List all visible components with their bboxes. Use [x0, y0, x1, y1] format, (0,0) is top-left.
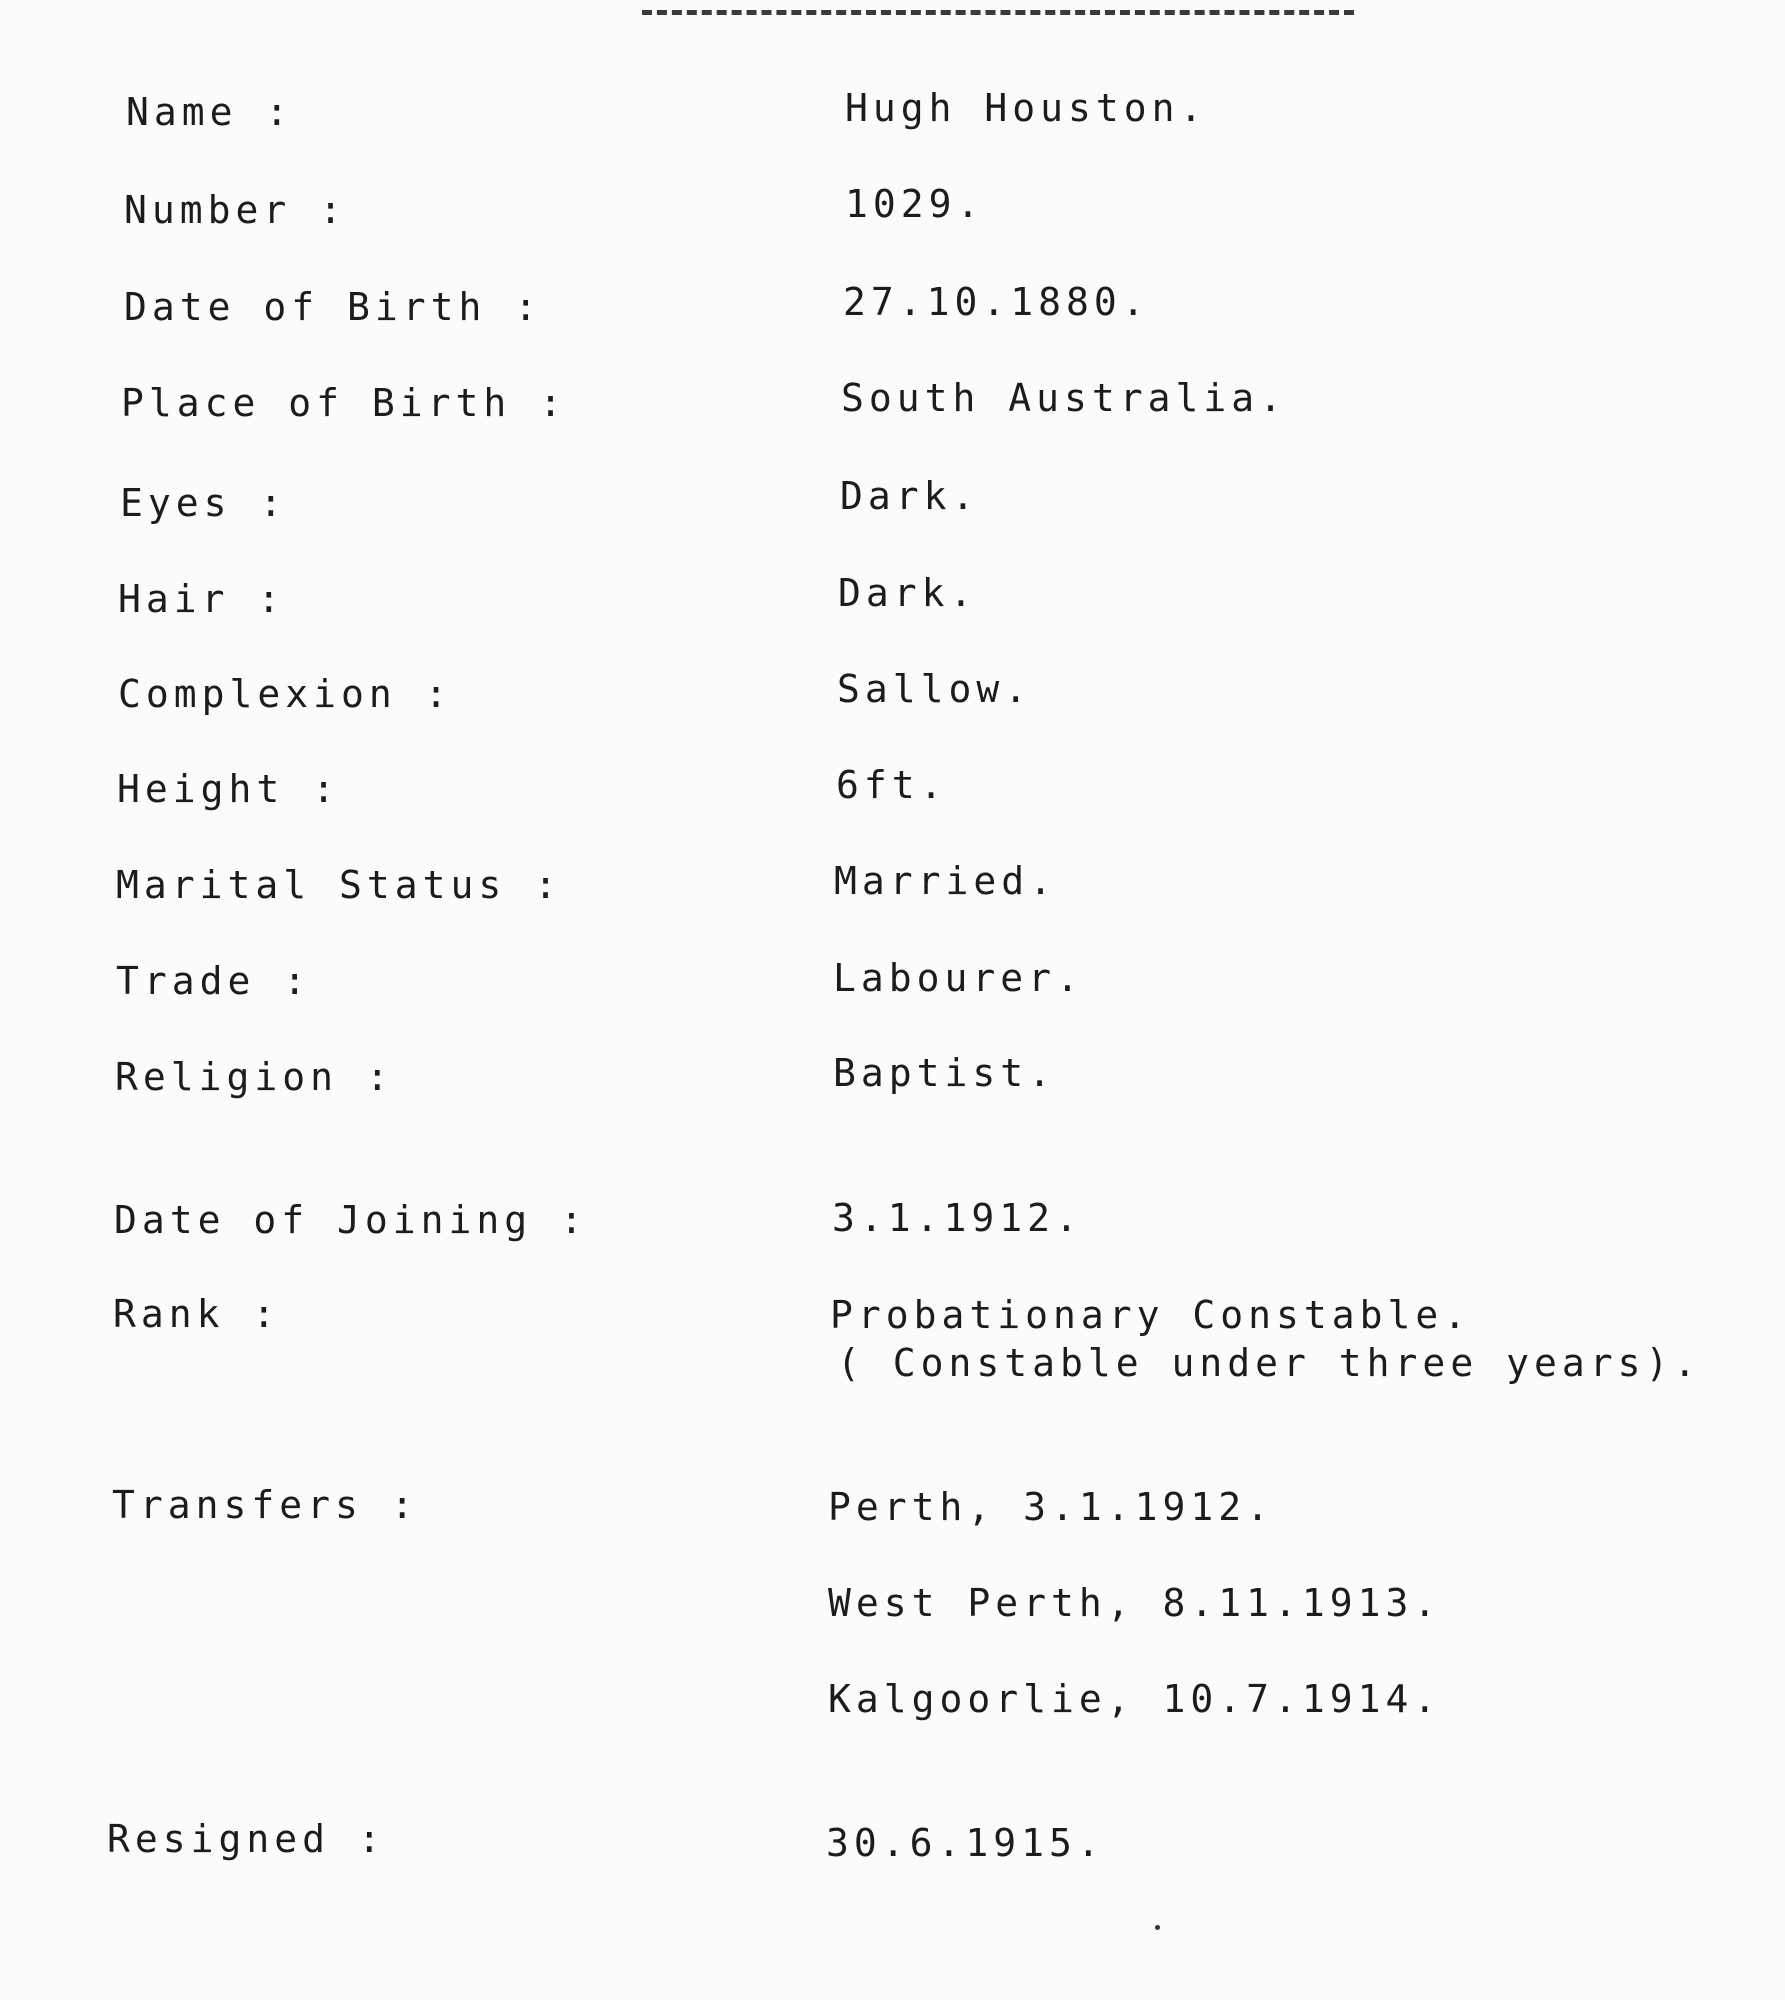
- height-value: 6ft.: [836, 763, 948, 807]
- date-of-birth-value: 27.10.1880.: [843, 280, 1150, 324]
- religion-value: Baptist.: [833, 1051, 1057, 1095]
- eyes-value: Dark.: [840, 474, 980, 518]
- name-label: Name :: [126, 90, 294, 134]
- transfers-label: Transfers :: [112, 1483, 419, 1527]
- date-of-birth-label: Date of Birth :: [124, 285, 543, 329]
- rank-value-line-2: ( Constable under three years).: [837, 1341, 1702, 1385]
- height-label: Height :: [117, 767, 341, 811]
- place-of-birth-label: Place of Birth :: [121, 381, 568, 425]
- resigned-label: Resigned :: [107, 1817, 386, 1861]
- marital-status-label: Marital Status :: [116, 863, 563, 907]
- transfer-entry: West Perth, 8.11.1913.: [828, 1581, 1442, 1625]
- trade-value: Labourer.: [833, 956, 1084, 1000]
- number-label: Number :: [124, 188, 348, 232]
- complexion-value: Sallow.: [837, 667, 1033, 711]
- resigned-value: 30.6.1915.: [826, 1821, 1105, 1865]
- stray-dot: [1155, 1925, 1160, 1930]
- religion-label: Religion :: [115, 1055, 394, 1099]
- rank-value-line-1: Probationary Constable.: [830, 1293, 1472, 1337]
- trade-label: Trade :: [116, 959, 312, 1003]
- rank-label: Rank :: [113, 1292, 281, 1336]
- number-value: 1029.: [845, 182, 985, 226]
- place-of-birth-value: South Australia.: [841, 376, 1288, 420]
- hair-value: Dark.: [838, 571, 978, 615]
- transfer-entry: Perth, 3.1.1912.: [828, 1485, 1275, 1529]
- complexion-label: Complexion :: [118, 672, 453, 716]
- date-of-joining-value: 3.1.1912.: [832, 1196, 1083, 1240]
- date-of-joining-label: Date of Joining :: [114, 1198, 588, 1242]
- hair-label: Hair :: [118, 577, 286, 621]
- transfer-entry: Kalgoorlie, 10.7.1914.: [828, 1677, 1442, 1721]
- name-value: Hugh Houston.: [845, 86, 1208, 130]
- marital-status-value: Married.: [834, 859, 1058, 903]
- eyes-label: Eyes :: [120, 481, 288, 525]
- top-dashed-rule: [642, 10, 1354, 15]
